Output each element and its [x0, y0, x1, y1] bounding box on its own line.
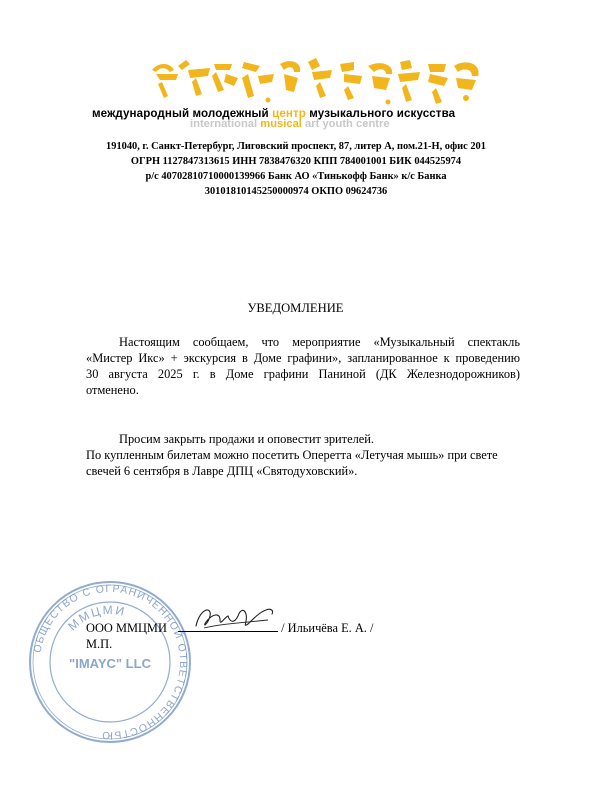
paragraph-line: 30 августа 2025 г. в Доме графини Паниной (ДК Железнодорожников) — [86, 367, 520, 381]
notice-title: УВЕДОМЛЕНИЕ — [247, 301, 344, 315]
signature-line — [86, 621, 373, 636]
org-name-en-highlight: musical — [260, 118, 302, 130]
org-name-en — [190, 118, 390, 130]
stamp-inner-text: ММЦМИ — [65, 602, 128, 634]
signature-underline — [178, 621, 278, 632]
org-name-en-part2: art youth centre — [301, 118, 390, 130]
stamp-center-text: "IMAYC" LLC — [69, 656, 151, 671]
company-requisites — [60, 139, 532, 199]
requisites-line: р/с 40702810710000139966 Банк АО «Тинькофф Банк» к/с Банка — [145, 171, 447, 182]
org-name-en-part1: international — [190, 118, 261, 130]
paragraph-line: По купленным билетам можно посетить Оперетта «Летучая мышь» при свете — [86, 448, 498, 462]
stamp-outer-text: ОБЩЕСТВО С ОГРАНИЧЕННОЙ ОТВЕТСТВЕННОСТЬЮ — [31, 582, 190, 742]
notice-paragraph-2 — [86, 431, 536, 479]
org-name-ru-part1: международный молодежный — [92, 107, 273, 120]
requisites-line: 30101810145250000974 ОКПО 09624736 — [204, 186, 388, 197]
notice-paragraph-1 — [86, 334, 520, 398]
company-stamp — [26, 574, 194, 750]
signer-name: / Ильичёва Е. А. / — [281, 621, 374, 635]
paragraph-line: «Мистер Икс» + экскурсия в Доме графини», запланированное к проведению — [86, 351, 520, 365]
paragraph-line: свечей 6 сентября в Лавре ДПЦ «Святодуховский». — [86, 464, 358, 478]
signature-org: ООО ММЦМИ — [86, 621, 167, 635]
requisites-line: ОГРН 1127847313615 ИНН 7838476320 КПП 784001001 БИК 044525974 — [130, 156, 462, 167]
org-name-ru-highlight: центр — [272, 107, 306, 120]
imayc-logo — [148, 56, 492, 112]
paragraph-line: Просим закрыть продажи и оповестит зрителей. — [119, 432, 375, 446]
org-name-ru-part2: музыкального искусства — [305, 107, 456, 120]
paragraph-line: отменено. — [86, 383, 139, 397]
paragraph-line: Настоящим сообщаем, что мероприятие «Музыкальный спектакль — [119, 335, 520, 349]
seal-label: М.П. — [86, 637, 113, 651]
requisites-line: 191040, г. Санкт-Петербург, Лиговский проспект, 87, литер А, пом.21-Н, офис 201 — [106, 141, 486, 152]
